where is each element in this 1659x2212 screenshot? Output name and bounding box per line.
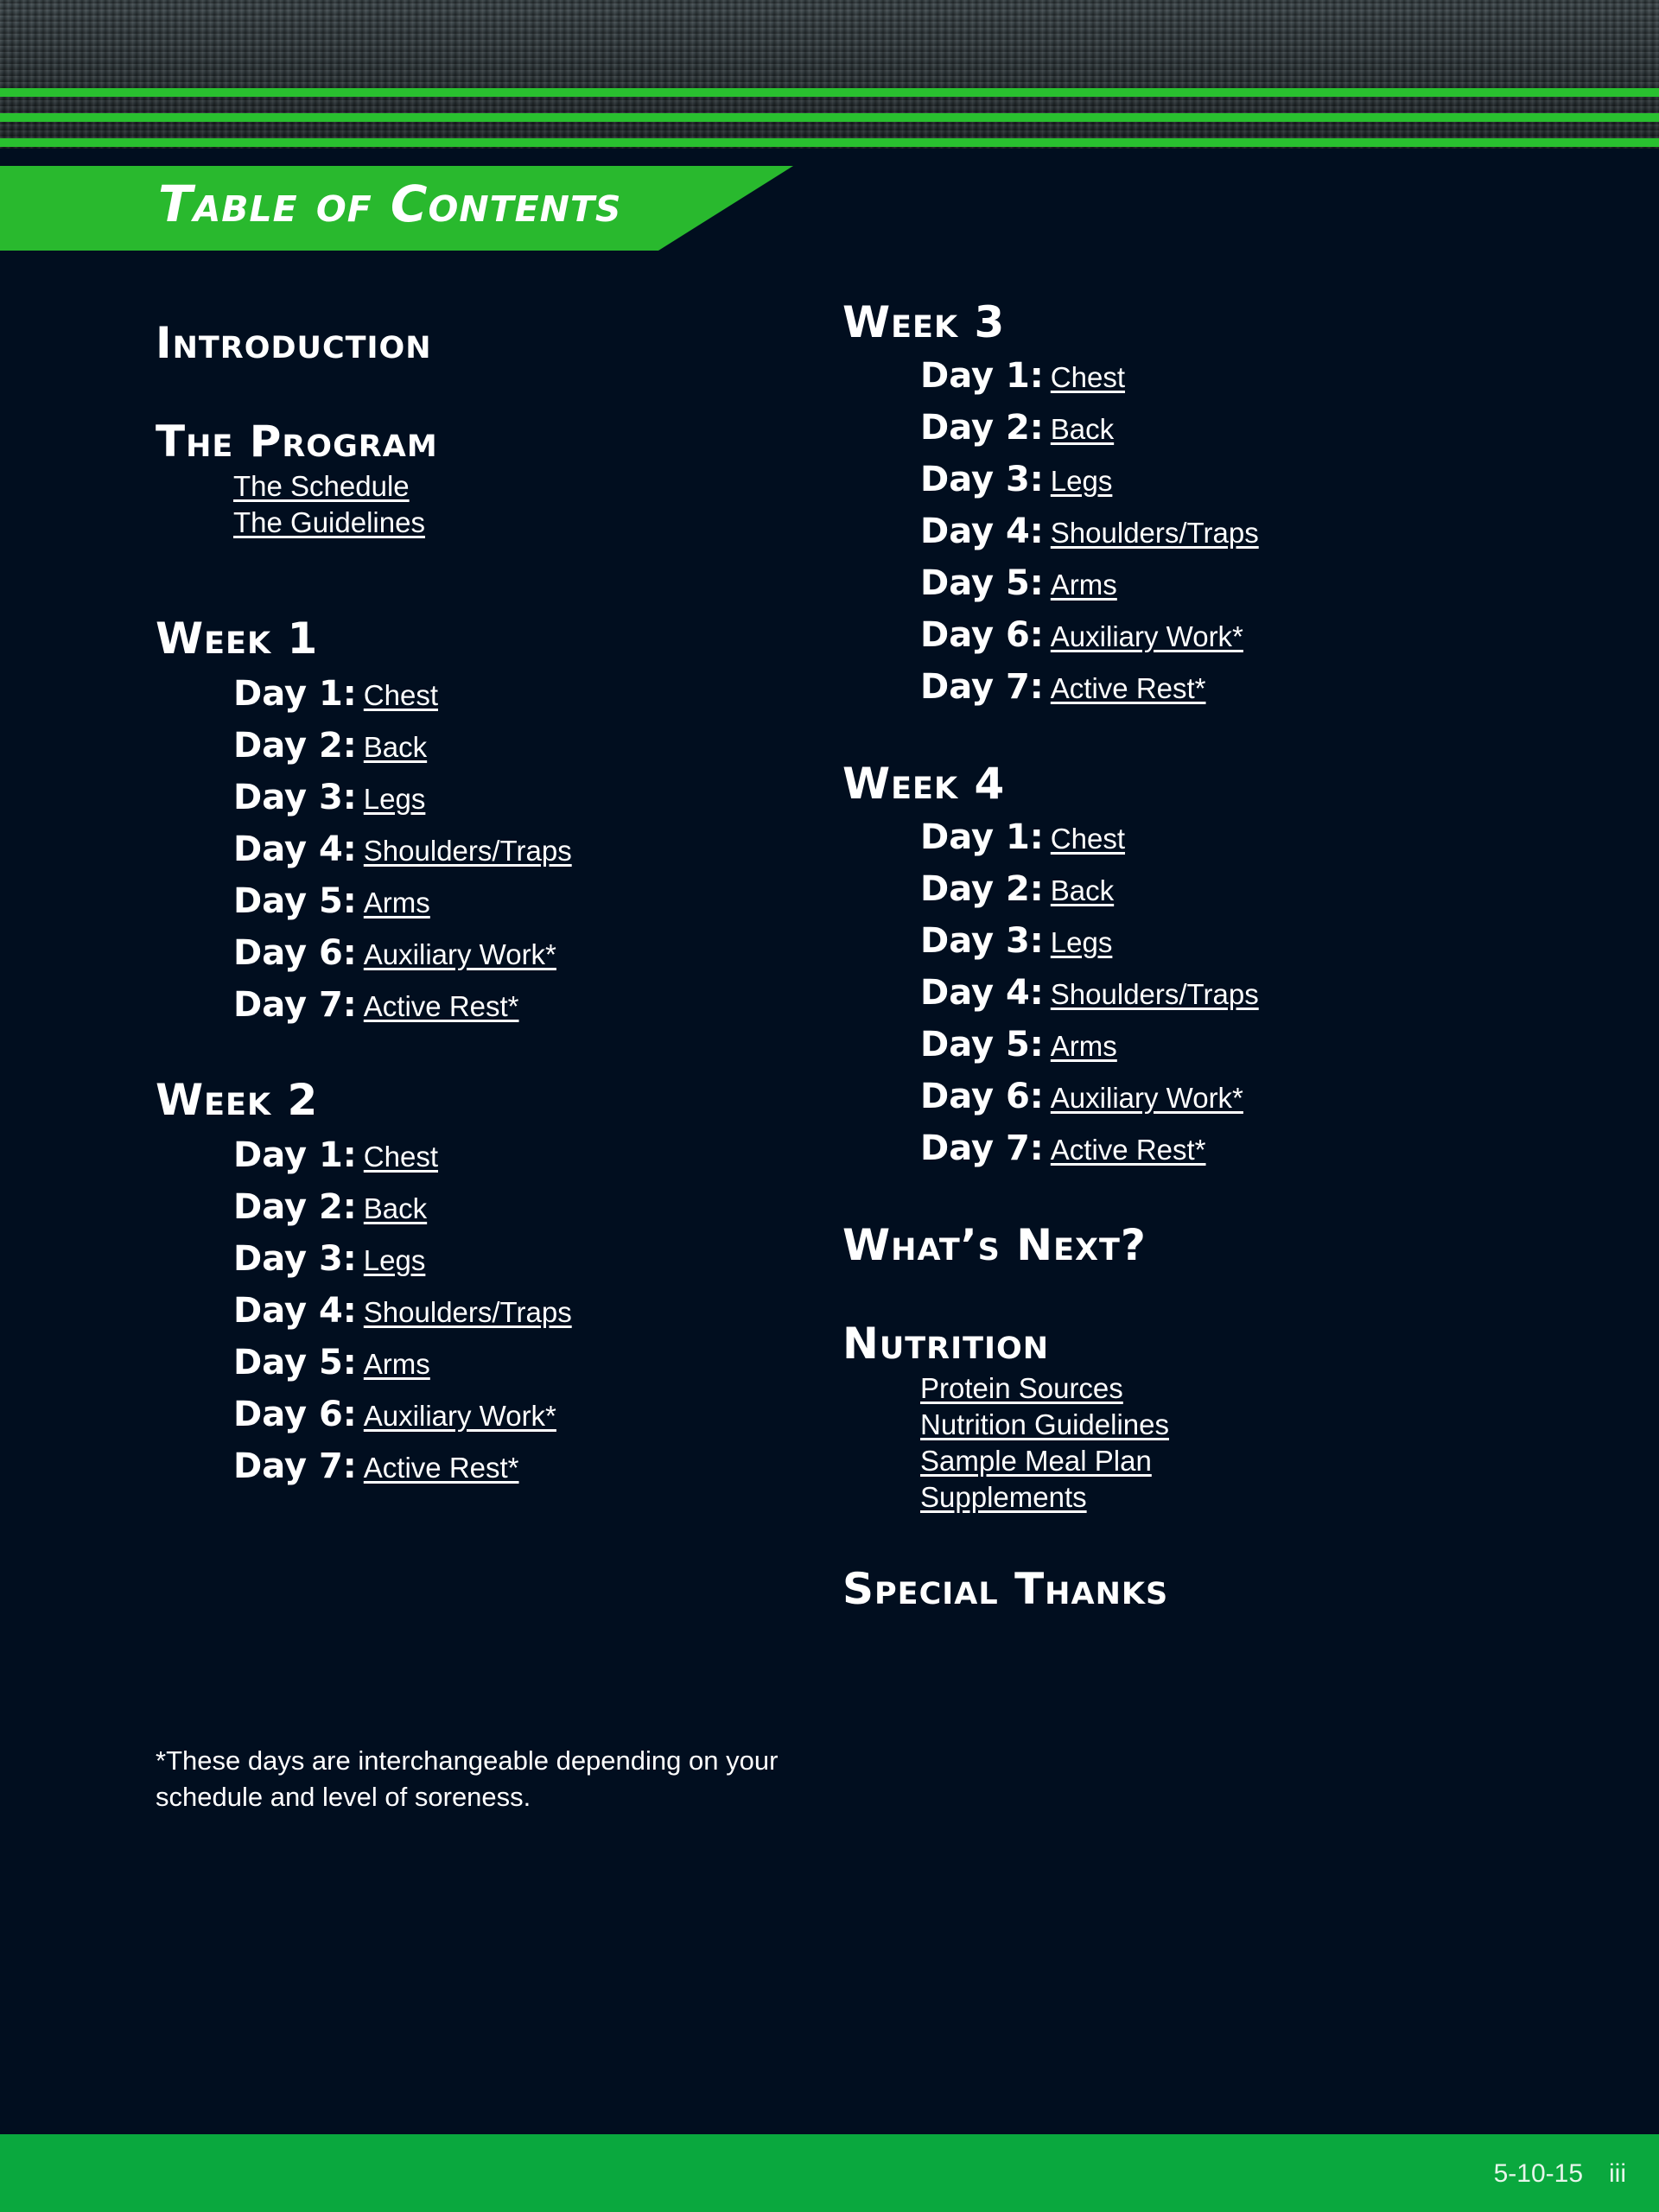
toc-week-4[interactable]: Week 4 [842,759,1006,809]
day-topic-link[interactable]: Active Rest* [1050,1134,1206,1166]
toc-week-3-day-6[interactable] [920,615,1243,655]
toc-week-2-day-6[interactable] [233,1395,556,1434]
toc-week-4-day-6[interactable] [920,1077,1243,1116]
header-stripe [0,113,1659,122]
toc-week-4-day-1[interactable] [920,817,1125,857]
toc-week-1-day-3[interactable] [233,778,425,817]
header-stripe [0,138,1659,147]
toc-week-3-day-5[interactable] [920,563,1117,603]
day-label: Day 3: [920,921,1044,961]
day-label: Day 2: [920,869,1044,909]
toc-week-1[interactable]: Week 1 [156,613,319,664]
day-label: Day 2: [233,1187,357,1227]
day-topic-link[interactable]: Shoulders/Traps [363,835,572,867]
footer-info [1494,2159,1626,2189]
day-topic-link[interactable]: Chest [363,679,439,711]
header-texture-band [0,0,1659,149]
toc-week-2-day-2[interactable] [233,1187,427,1227]
toc-link-the-schedule[interactable]: The Schedule [233,470,410,502]
day-topic-link[interactable]: Legs [1050,465,1113,497]
day-topic-link[interactable]: Chest [1050,361,1126,393]
day-label: Day 1: [233,1135,357,1175]
toc-week-3-day-4[interactable] [920,512,1259,551]
toc-week-4-day-3[interactable] [920,921,1112,961]
toc-week-1-day-1[interactable] [233,674,438,714]
toc-nutrition[interactable]: Nutrition [842,1319,1050,1369]
day-topic-link[interactable]: Back [363,731,428,763]
day-topic-link[interactable]: Arms [363,887,430,918]
toc-week-3-day-1[interactable] [920,356,1125,396]
page-title: Table of Contents [158,175,622,233]
day-label: Day 1: [233,674,357,714]
toc-week-2[interactable]: Week 2 [156,1075,319,1125]
toc-week-1-day-7[interactable] [233,985,519,1025]
day-label: Day 1: [920,817,1044,857]
day-topic-link[interactable]: Active Rest* [1050,672,1206,704]
day-topic-link[interactable]: Shoulders/Traps [1050,978,1259,1010]
day-topic-link[interactable]: Active Rest* [363,990,519,1022]
day-topic-link[interactable]: Arms [1050,569,1117,601]
toc-link-sample-meal-plan[interactable]: Sample Meal Plan [920,1445,1152,1477]
toc-week-3-day-2[interactable] [920,408,1114,448]
toc-week-2-day-7[interactable] [233,1446,519,1486]
day-label: Day 4: [920,512,1044,551]
toc-week-3[interactable]: Week 3 [842,297,1006,347]
day-topic-link[interactable]: Auxiliary Work* [363,938,556,970]
day-label: Day 2: [920,408,1044,448]
toc-week-3-day-3[interactable] [920,460,1112,499]
day-label: Day 4: [233,1291,357,1331]
toc-week-1-day-2[interactable] [233,726,427,766]
toc-introduction[interactable]: Introduction [156,318,432,368]
day-label: Day 1: [920,356,1044,396]
day-topic-link[interactable]: Chest [363,1141,439,1173]
day-topic-link[interactable]: Chest [1050,823,1126,855]
header-stripe [0,88,1659,97]
day-topic-link[interactable]: Legs [363,783,426,815]
toc-week-1-day-5[interactable] [233,881,430,921]
page-number: iii [1609,2159,1626,2188]
day-topic-link[interactable]: Shoulders/Traps [1050,517,1259,549]
day-topic-link[interactable]: Back [1050,413,1115,445]
day-topic-link[interactable]: Back [363,1192,428,1224]
day-topic-link[interactable]: Arms [1050,1030,1117,1062]
day-topic-link[interactable]: Legs [1050,926,1113,958]
day-label: Day 7: [920,667,1044,707]
toc-link-protein-sources[interactable]: Protein Sources [920,1372,1123,1404]
toc-week-4-day-5[interactable] [920,1025,1117,1065]
toc-special-thanks[interactable]: Special Thanks [842,1564,1169,1614]
day-topic-link[interactable]: Legs [363,1244,426,1276]
toc-link-nutrition-guidelines[interactable]: Nutrition Guidelines [920,1408,1169,1440]
toc-week-1-day-4[interactable] [233,830,572,869]
day-label: Day 6: [920,615,1044,655]
toc-whats-next[interactable]: What’s Next? [842,1220,1147,1270]
footer-date: 5-10-15 [1493,2159,1583,2188]
day-label: Day 5: [233,881,357,921]
day-label: Day 6: [920,1077,1044,1116]
day-topic-link[interactable]: Arms [363,1348,430,1380]
day-topic-link[interactable]: Active Rest* [363,1452,519,1484]
day-label: Day 6: [233,933,357,973]
day-label: Day 2: [233,726,357,766]
toc-week-2-day-1[interactable] [233,1135,438,1175]
day-label: Day 4: [233,830,357,869]
toc-week-4-day-4[interactable] [920,973,1259,1013]
day-topic-link[interactable]: Auxiliary Work* [1050,620,1243,652]
toc-week-2-day-3[interactable] [233,1239,425,1279]
day-label: Day 5: [233,1343,357,1382]
day-label: Day 3: [920,460,1044,499]
day-topic-link[interactable]: Auxiliary Work* [1050,1082,1243,1114]
day-topic-link[interactable]: Back [1050,874,1115,906]
day-label: Day 7: [233,985,357,1025]
day-label: Day 7: [233,1446,357,1486]
toc-week-4-day-7[interactable] [920,1128,1206,1168]
footnote: *These days are interchangeable depending on your schedule and level of soreness. [156,1745,779,1812]
day-topic-link[interactable]: Auxiliary Work* [363,1400,556,1432]
toc-week-1-day-6[interactable] [233,933,556,973]
toc-link-supplements[interactable]: Supplements [920,1481,1087,1513]
toc-week-3-day-7[interactable] [920,667,1206,707]
day-label: Day 3: [233,1239,357,1279]
day-label: Day 6: [233,1395,357,1434]
day-label: Day 7: [920,1128,1044,1168]
toc-week-4-day-2[interactable] [920,869,1114,909]
toc-week-2-day-5[interactable] [233,1343,430,1382]
day-topic-link[interactable]: Shoulders/Traps [363,1296,572,1328]
day-label: Day 5: [920,1025,1044,1065]
day-label: Day 4: [920,973,1044,1013]
toc-week-2-day-4[interactable] [233,1291,572,1331]
day-label: Day 5: [920,563,1044,603]
toc-the-program[interactable]: The Program [156,416,438,467]
day-label: Day 3: [233,778,357,817]
footer-bar [0,2134,1659,2212]
toc-link-the-guidelines[interactable]: The Guidelines [233,506,425,538]
